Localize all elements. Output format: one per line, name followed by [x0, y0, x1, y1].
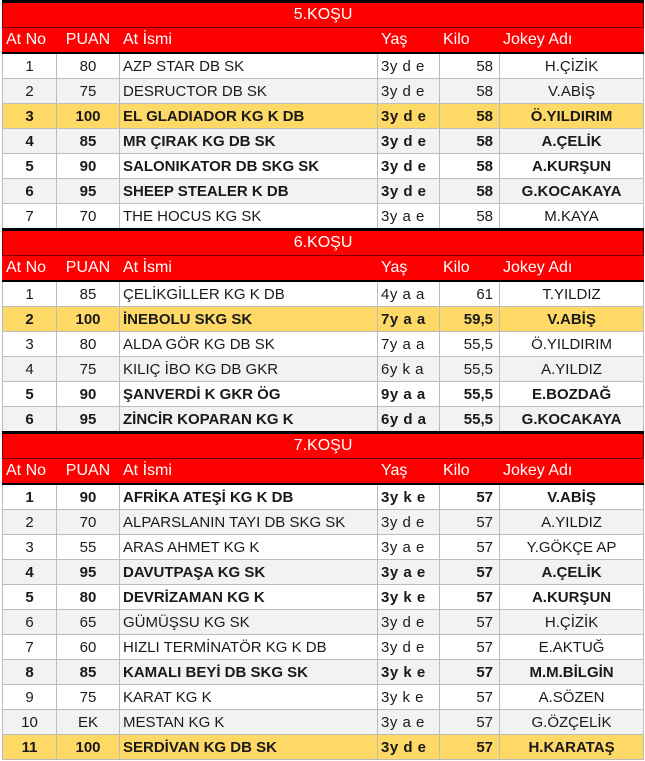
jockey-cell: E.AKTUĞ	[500, 635, 644, 660]
table-row	[3, 104, 644, 129]
horse-name-cell: ARAS AHMET KG K	[120, 535, 378, 560]
at-no-cell: 2	[3, 79, 57, 104]
at-no-cell: 4	[3, 129, 57, 154]
header-jokey: Jokey Adı	[500, 459, 644, 485]
horse-name-cell: DESRUCTOR DB SK	[120, 79, 378, 104]
puan-cell: 95	[57, 407, 120, 433]
puan-cell: 85	[57, 281, 120, 307]
weight-cell: 55,5	[440, 332, 500, 357]
header-yas: Yaş	[378, 256, 440, 282]
at-no-cell: 7	[3, 635, 57, 660]
table-row	[3, 484, 644, 510]
horse-name-cell: SHEEP STEALER K DB	[120, 179, 378, 204]
table-row	[3, 407, 644, 433]
table-row	[3, 710, 644, 735]
jockey-cell: V.ABİŞ	[500, 307, 644, 332]
header-puan: PUAN	[57, 459, 120, 485]
race-program-body	[3, 2, 644, 760]
weight-cell: 57	[440, 610, 500, 635]
race-program-table	[2, 0, 644, 760]
column-header-row	[3, 28, 644, 54]
jockey-cell: A.YILDIZ	[500, 357, 644, 382]
age-cell: 3y k e	[378, 585, 440, 610]
at-no-cell: 6	[3, 610, 57, 635]
race-title-row	[3, 433, 644, 459]
at-no-cell: 8	[3, 660, 57, 685]
age-cell: 7y a a	[378, 307, 440, 332]
puan-cell: 95	[57, 560, 120, 585]
weight-cell: 61	[440, 281, 500, 307]
weight-cell: 58	[440, 129, 500, 154]
puan-cell: 75	[57, 79, 120, 104]
table-row	[3, 332, 644, 357]
jockey-cell: Ö.YILDIRIM	[500, 332, 644, 357]
puan-cell: 80	[57, 53, 120, 79]
puan-cell: 85	[57, 129, 120, 154]
puan-cell: 60	[57, 635, 120, 660]
header-puan: PUAN	[57, 256, 120, 282]
table-row	[3, 53, 644, 79]
at-no-cell: 10	[3, 710, 57, 735]
horse-name-cell: ŞANVERDİ K GKR ÖG	[120, 382, 378, 407]
age-cell: 3y k e	[378, 660, 440, 685]
header-yas: Yaş	[378, 459, 440, 485]
puan-cell: 90	[57, 382, 120, 407]
age-cell: 3y d e	[378, 154, 440, 179]
age-cell: 3y a e	[378, 560, 440, 585]
age-cell: 3y k e	[378, 484, 440, 510]
age-cell: 3y d e	[378, 53, 440, 79]
table-row	[3, 735, 644, 760]
table-row	[3, 179, 644, 204]
column-header-row	[3, 256, 644, 282]
weight-cell: 55,5	[440, 382, 500, 407]
header-at-no: At No	[3, 459, 57, 485]
weight-cell: 57	[440, 585, 500, 610]
jockey-cell: M.M.BİLGİN	[500, 660, 644, 685]
at-no-cell: 1	[3, 281, 57, 307]
age-cell: 3y d e	[378, 610, 440, 635]
puan-cell: 55	[57, 535, 120, 560]
jockey-cell: H.ÇİZİK	[500, 610, 644, 635]
at-no-cell: 6	[3, 407, 57, 433]
puan-cell: 100	[57, 735, 120, 760]
horse-name-cell: ALDA GÖR KG DB SK	[120, 332, 378, 357]
horse-name-cell: DEVRİZAMAN KG K	[120, 585, 378, 610]
jockey-cell: H.ÇİZİK	[500, 53, 644, 79]
horse-name-cell: MESTAN KG K	[120, 710, 378, 735]
table-row	[3, 204, 644, 230]
jockey-cell: Ö.YILDIRIM	[500, 104, 644, 129]
puan-cell: 90	[57, 154, 120, 179]
jockey-cell: E.BOZDAĞ	[500, 382, 644, 407]
weight-cell: 58	[440, 179, 500, 204]
age-cell: 6y k a	[378, 357, 440, 382]
table-row	[3, 129, 644, 154]
header-yas: Yaş	[378, 28, 440, 54]
puan-cell: 80	[57, 332, 120, 357]
age-cell: 3y d e	[378, 129, 440, 154]
race-title: 5.KOŞU	[3, 2, 644, 28]
header-jokey: Jokey Adı	[500, 256, 644, 282]
horse-name-cell: KILIÇ İBO KG DB GKR	[120, 357, 378, 382]
weight-cell: 57	[440, 735, 500, 760]
horse-name-cell: KARAT KG K	[120, 685, 378, 710]
table-row	[3, 307, 644, 332]
at-no-cell: 11	[3, 735, 57, 760]
weight-cell: 57	[440, 660, 500, 685]
table-row	[3, 585, 644, 610]
jockey-cell: T.YILDIZ	[500, 281, 644, 307]
jockey-cell: V.ABİŞ	[500, 79, 644, 104]
puan-cell: 95	[57, 179, 120, 204]
puan-cell: 70	[57, 510, 120, 535]
table-row	[3, 382, 644, 407]
jockey-cell: M.KAYA	[500, 204, 644, 230]
age-cell: 3y d e	[378, 79, 440, 104]
at-no-cell: 5	[3, 585, 57, 610]
age-cell: 3y k e	[378, 685, 440, 710]
at-no-cell: 5	[3, 154, 57, 179]
puan-cell: 75	[57, 685, 120, 710]
at-no-cell: 5	[3, 382, 57, 407]
table-row	[3, 635, 644, 660]
at-no-cell: 2	[3, 510, 57, 535]
race-title: 6.KOŞU	[3, 230, 644, 256]
race-title: 7.KOŞU	[3, 433, 644, 459]
header-kilo: Kilo	[440, 459, 500, 485]
horse-name-cell: MR ÇIRAK KG DB SK	[120, 129, 378, 154]
header-at-ismi: At İsmi	[120, 256, 378, 282]
weight-cell: 58	[440, 204, 500, 230]
horse-name-cell: GÜMÜŞSU KG SK	[120, 610, 378, 635]
jockey-cell: A.SÖZEN	[500, 685, 644, 710]
weight-cell: 57	[440, 635, 500, 660]
age-cell: 3y a e	[378, 535, 440, 560]
horse-name-cell: ÇELİKGİLLER KG K DB	[120, 281, 378, 307]
age-cell: 6y d a	[378, 407, 440, 433]
puan-cell: 65	[57, 610, 120, 635]
puan-cell: 80	[57, 585, 120, 610]
table-row	[3, 154, 644, 179]
weight-cell: 57	[440, 560, 500, 585]
at-no-cell: 3	[3, 104, 57, 129]
age-cell: 3y a e	[378, 204, 440, 230]
puan-cell: EK	[57, 710, 120, 735]
jockey-cell: Y.GÖKÇE AP	[500, 535, 644, 560]
jockey-cell: A.ÇELİK	[500, 560, 644, 585]
header-kilo: Kilo	[440, 28, 500, 54]
age-cell: 4y a a	[378, 281, 440, 307]
puan-cell: 90	[57, 484, 120, 510]
weight-cell: 58	[440, 79, 500, 104]
at-no-cell: 3	[3, 332, 57, 357]
table-row	[3, 685, 644, 710]
race-title-row	[3, 2, 644, 28]
jockey-cell: G.ÖZÇELİK	[500, 710, 644, 735]
race-title-row	[3, 230, 644, 256]
at-no-cell: 1	[3, 484, 57, 510]
table-row	[3, 281, 644, 307]
table-row	[3, 535, 644, 560]
horse-name-cell: SERDİVAN KG DB SK	[120, 735, 378, 760]
puan-cell: 85	[57, 660, 120, 685]
table-row	[3, 79, 644, 104]
at-no-cell: 1	[3, 53, 57, 79]
horse-name-cell: EL GLADIADOR KG K DB	[120, 104, 378, 129]
horse-name-cell: ALPARSLANIN TAYI DB SKG SK	[120, 510, 378, 535]
horse-name-cell: THE HOCUS KG SK	[120, 204, 378, 230]
puan-cell: 100	[57, 104, 120, 129]
age-cell: 3y d e	[378, 635, 440, 660]
weight-cell: 55,5	[440, 357, 500, 382]
weight-cell: 57	[440, 685, 500, 710]
column-header-row	[3, 459, 644, 485]
at-no-cell: 6	[3, 179, 57, 204]
table-row	[3, 560, 644, 585]
at-no-cell: 7	[3, 204, 57, 230]
horse-name-cell: İNEBOLU SKG SK	[120, 307, 378, 332]
age-cell: 3y d e	[378, 735, 440, 760]
age-cell: 3y d e	[378, 179, 440, 204]
horse-name-cell: HIZLI TERMİNATÖR KG K DB	[120, 635, 378, 660]
header-at-no: At No	[3, 256, 57, 282]
weight-cell: 57	[440, 710, 500, 735]
jockey-cell: G.KOCAKAYA	[500, 407, 644, 433]
horse-name-cell: DAVUTPAŞA KG SK	[120, 560, 378, 585]
at-no-cell: 2	[3, 307, 57, 332]
race-program-sheet	[2, 0, 643, 760]
table-row	[3, 660, 644, 685]
jockey-cell: A.KURŞUN	[500, 585, 644, 610]
horse-name-cell: AFRİKA ATEŞİ KG K DB	[120, 484, 378, 510]
header-at-ismi: At İsmi	[120, 28, 378, 54]
weight-cell: 58	[440, 154, 500, 179]
jockey-cell: A.ÇELİK	[500, 129, 644, 154]
at-no-cell: 4	[3, 560, 57, 585]
horse-name-cell: AZP STAR DB SK	[120, 53, 378, 79]
header-kilo: Kilo	[440, 256, 500, 282]
jockey-cell: A.YILDIZ	[500, 510, 644, 535]
weight-cell: 57	[440, 535, 500, 560]
weight-cell: 59,5	[440, 307, 500, 332]
puan-cell: 100	[57, 307, 120, 332]
horse-name-cell: KAMALI BEYİ DB SKG SK	[120, 660, 378, 685]
table-row	[3, 610, 644, 635]
header-jokey: Jokey Adı	[500, 28, 644, 54]
weight-cell: 57	[440, 510, 500, 535]
age-cell: 3y d e	[378, 510, 440, 535]
jockey-cell: H.KARATAŞ	[500, 735, 644, 760]
horse-name-cell: SALONIKATOR DB SKG SK	[120, 154, 378, 179]
jockey-cell: V.ABİŞ	[500, 484, 644, 510]
weight-cell: 58	[440, 53, 500, 79]
header-at-no: At No	[3, 28, 57, 54]
table-row	[3, 510, 644, 535]
at-no-cell: 9	[3, 685, 57, 710]
age-cell: 3y a e	[378, 710, 440, 735]
puan-cell: 70	[57, 204, 120, 230]
at-no-cell: 3	[3, 535, 57, 560]
at-no-cell: 4	[3, 357, 57, 382]
weight-cell: 57	[440, 484, 500, 510]
weight-cell: 55,5	[440, 407, 500, 433]
age-cell: 9y a a	[378, 382, 440, 407]
age-cell: 3y d e	[378, 104, 440, 129]
header-at-ismi: At İsmi	[120, 459, 378, 485]
weight-cell: 58	[440, 104, 500, 129]
age-cell: 7y a a	[378, 332, 440, 357]
table-row	[3, 357, 644, 382]
header-puan: PUAN	[57, 28, 120, 54]
horse-name-cell: ZİNCİR KOPARAN KG K	[120, 407, 378, 433]
jockey-cell: G.KOCAKAYA	[500, 179, 644, 204]
puan-cell: 75	[57, 357, 120, 382]
jockey-cell: A.KURŞUN	[500, 154, 644, 179]
